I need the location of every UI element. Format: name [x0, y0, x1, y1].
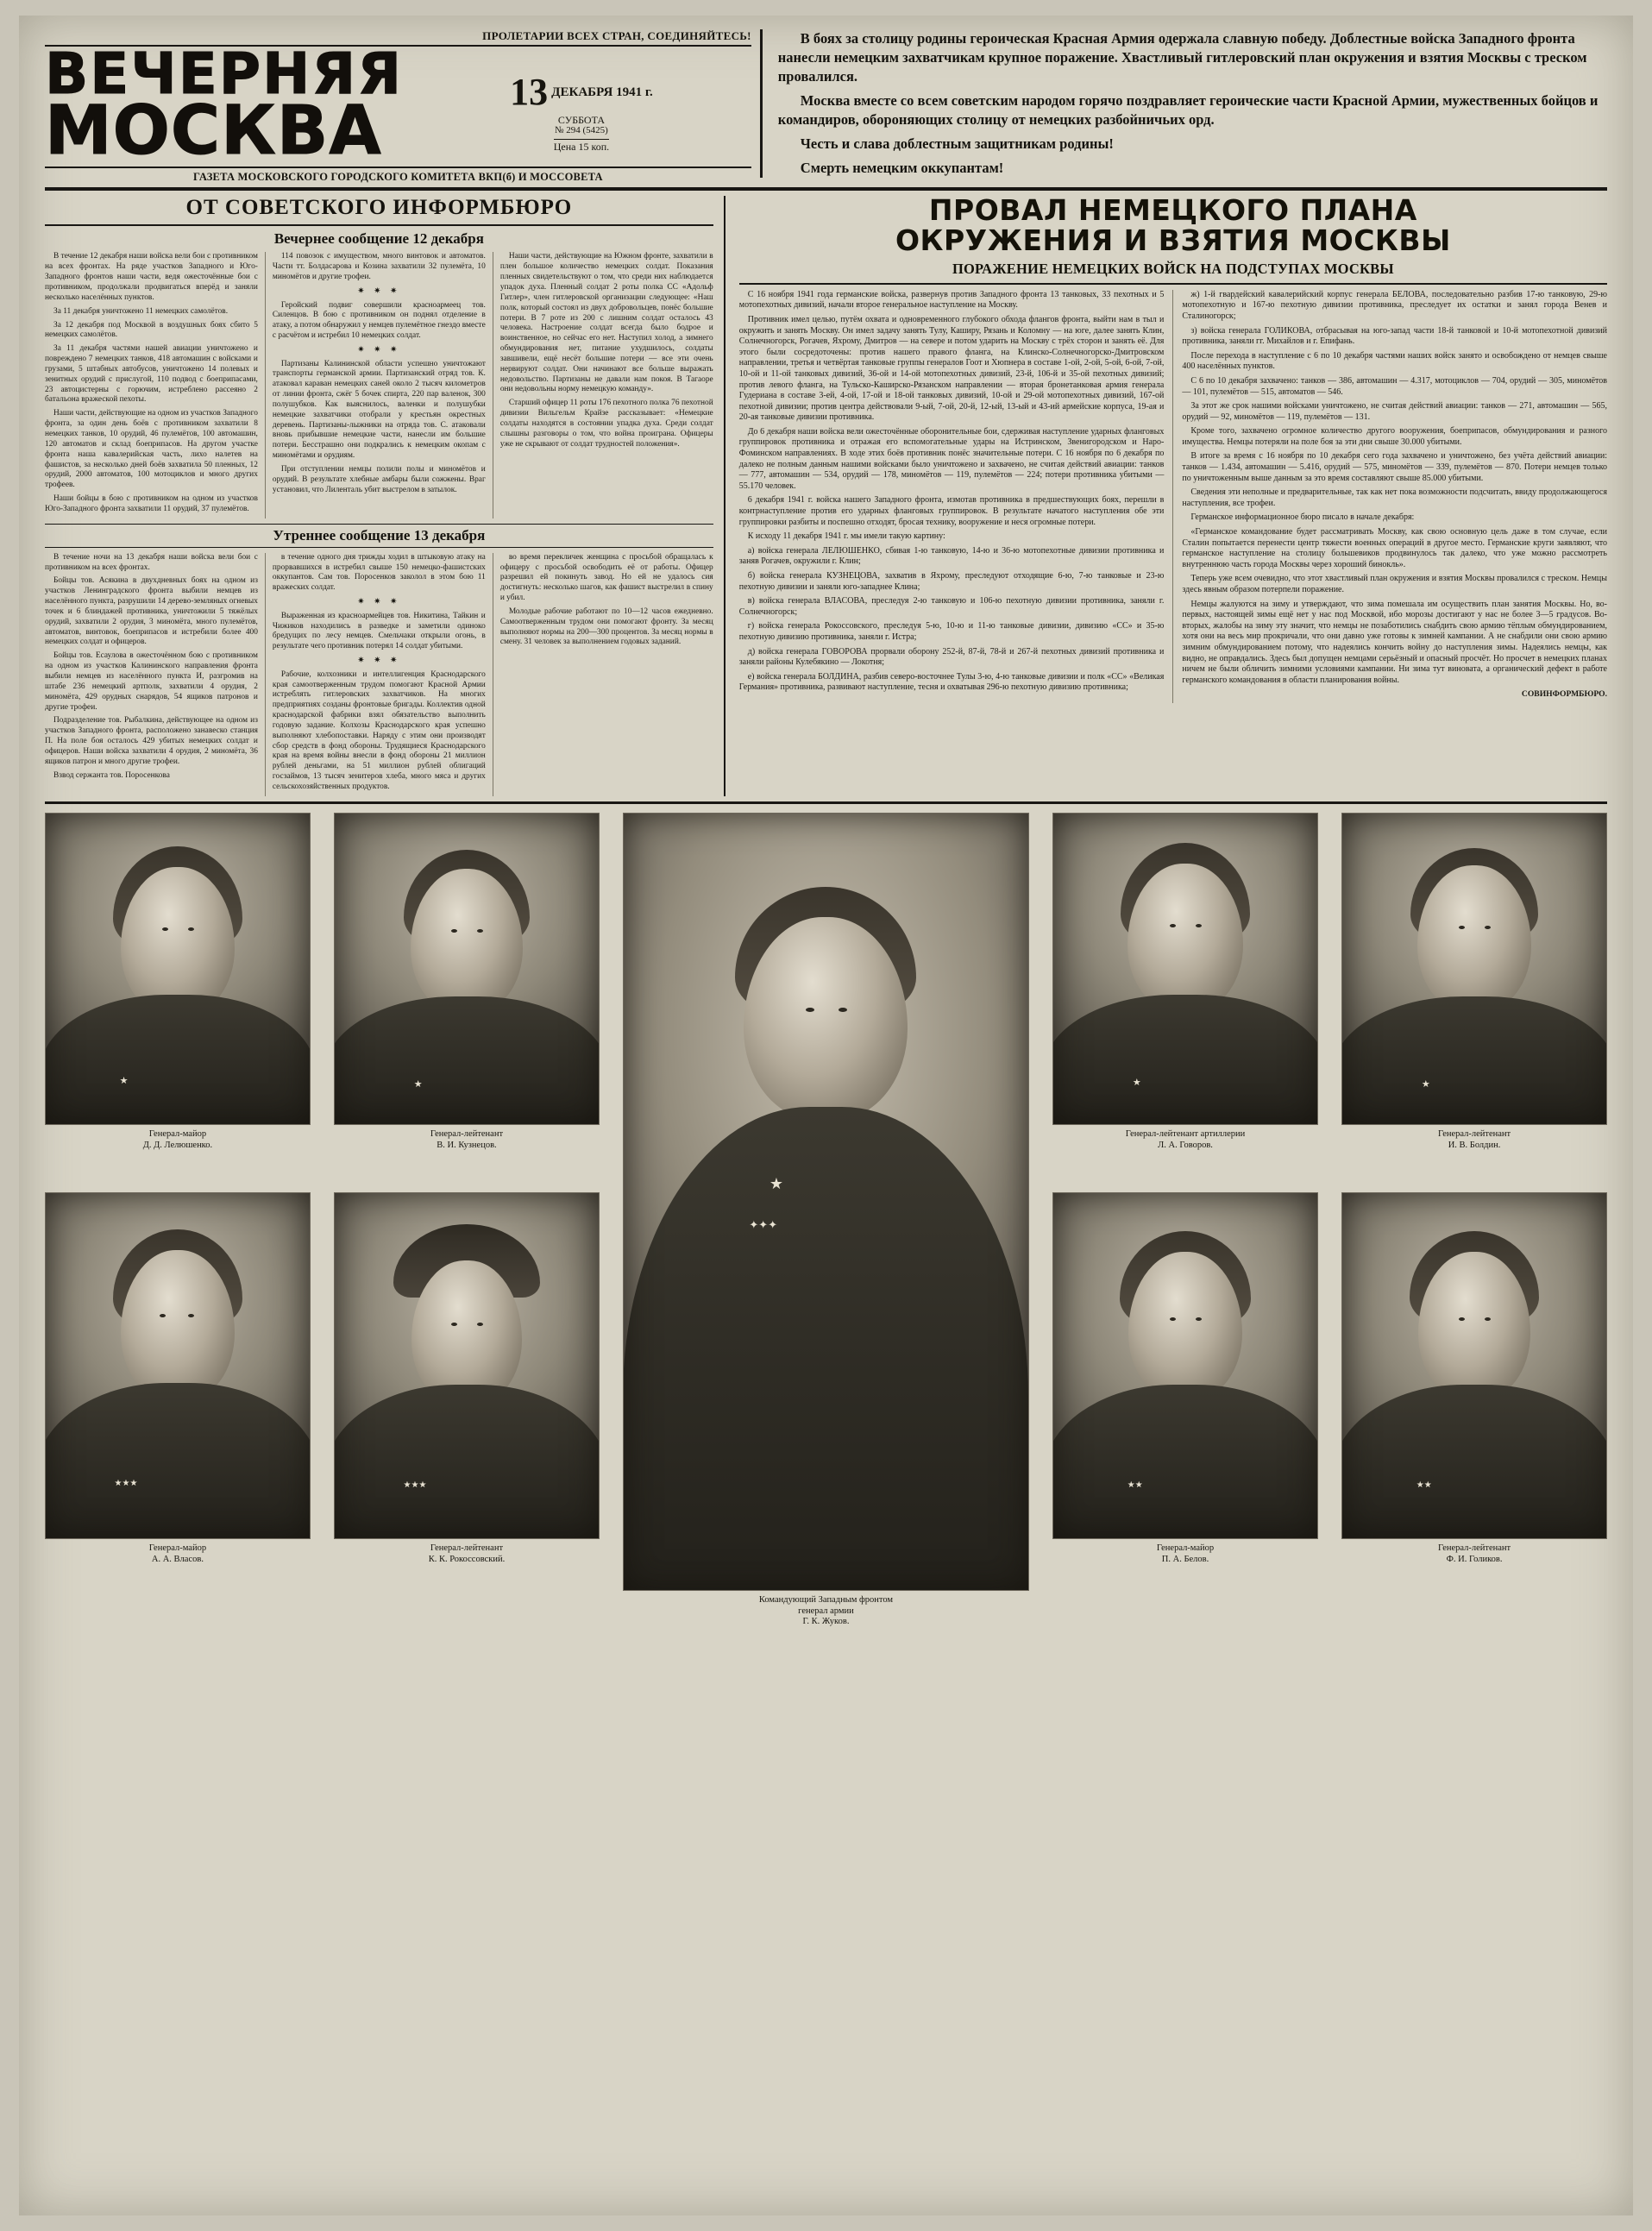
- issue-number: № 294 (5425): [555, 125, 608, 136]
- photo-caption: [334, 1543, 600, 1566]
- photo-block-belov: [1052, 1192, 1318, 1566]
- paragraph: За этот же срок нашими войсками уничтожено, не считая действий авиации: танков — 271, автомашин — 565, орудий — 92, миномётов — 119, пулемётов — 131.: [1182, 401, 1607, 422]
- paragraph: б) войска генерала КУЗНЕЦОВА, захватив в Яхрому, преследуют отходящие 6-ю, 7-ю танковые и 23-ю пехотную дивизии и заняли юго-западнее Клина;: [738, 571, 1165, 592]
- paragraph: а) войска генерала ЛЕЛЮШЕНКО, сбивая 1-ю танковую, 14-ю и 36-ю мотопехотные дивизии противника и заняв Рогачев, окружили г. Клин;: [738, 545, 1165, 567]
- photo-block-govorov: [1052, 813, 1318, 1152]
- issue-day: 13: [510, 71, 549, 114]
- caption-name: И. В. Болдин.: [1448, 1140, 1501, 1150]
- photo-block-kuznetsov: [334, 813, 600, 1152]
- newspaper-title-line1: ВЕЧЕРНЯЯ: [45, 41, 404, 107]
- photo-caption: [1052, 1129, 1318, 1152]
- portrait-photo: ★★: [1052, 1192, 1318, 1539]
- newspaper-title-line2: МОСКВА: [45, 91, 382, 170]
- main-headline-line1: ПРОВАЛ НЕМЕЦКОГО ПЛАНА: [928, 193, 1417, 228]
- main-article-col-2: [1182, 290, 1607, 701]
- ornament-stars: ✷ ✷ ✷: [357, 597, 401, 607]
- paragraph: После перехода в наступление с 6 по 10 декабря частями наших войск занято и освобождено от немцев свыше 400 населённых пунктов.: [1182, 350, 1607, 372]
- caption-rank: Генерал-майор: [148, 1128, 207, 1139]
- article-signature: СОВИНФОРМБЮРО.: [1521, 689, 1607, 700]
- caption-name: Ф. И. Голиков.: [1446, 1554, 1503, 1564]
- photo-caption: [45, 1129, 311, 1152]
- paragraph: Геройский подвиг совершили красноармеец тов. Силенцов. В бою с противником он поднял отделение в атаку, а потом обнаружил у немцев пулемётное гнездо вместе с расчётом и истребил 10 немецких солдат.: [272, 300, 486, 341]
- masthead-lead: [760, 29, 1607, 178]
- caption-rank: Генерал-лейтенант: [430, 1128, 504, 1139]
- paragraph: ж) 1-й гвардейский кавалерийский корпус генерала БЕЛОВА, последовательно разбив 17-ю танковую, 29-ю мотопехотную и 167-ю пехотную дивизии противника, преследует их остатки и занял города Венев и Сталиногорск;: [1182, 289, 1607, 321]
- photo-block-boldin: [1341, 813, 1607, 1152]
- caption-name: Л. А. Говоров.: [1158, 1140, 1213, 1150]
- paragraph: 6 декабря 1941 г. войска нашего Западного фронта, измотав противника в предшествующих боях, перешли в контрнаступление против его ударных фланговых группировок. В результате начатого наступления обе эти группировки разбиты и поспешно отходят, бросая технику, вооружение и неся огромные потери.: [738, 495, 1165, 527]
- evening-col-3: [500, 252, 713, 449]
- paragraph: В течение ночи на 13 декабря наши войска вели бои с противником на всех фронтах.: [45, 552, 258, 572]
- paragraph: Бойцы тов. Есаулова в ожесточённом бою с противником на одном из участков Калининского направления фронта выбили немцев из населённого пункта И, разгромив на штабе 236 немецкий артполк, захватили 4 орудия, 2 миномёта, 429 орудных снарядов, 54 ящиков патронов и другие трофеи.: [45, 651, 258, 712]
- paragraph: д) войска генерала ГОВОРОВА прорвали оборону 252-й, 87-й, 78-й и 267-й пехотных дивизий противника и заняли районы Кулебякино — Локотня;: [738, 646, 1165, 668]
- lead-paragraph-3: Честь и слава доблестным защитникам родины!: [800, 135, 1114, 152]
- issue-weekday: СУББОТА: [557, 113, 605, 126]
- ornament-stars: ✷ ✷ ✷: [357, 656, 401, 666]
- paragraph: Рабочие, колхозники и интеллигенция Краснодарского края самоотверженным трудом помогают Красной Армии истреблять гитлеровских захватчиков. На многих предприятиях созданы фронтовые бригады. Коллектив одной краснодарской фабрики взял обязательство выполнить годовую задание. Колхозы Краснодарского края успешно выполняют хлебопоставки. Наряду с этим они производят сбор средств в фонд обороны. Трудящиеся Краснодарского края на время войны внесли в фонд обороны 21 миллион рублей деньгами, на 51 миллион рублей облигаций госзаймов, 13 тысяч зенитеров хлеба, много мяса и других сельскохозяйственных продуктов.: [272, 669, 486, 791]
- evening-col-2: [273, 252, 486, 495]
- photo-block-vlasov: [45, 1192, 311, 1566]
- paragraph: В итоге за время с 16 ноября по 10 декабря сего года захвачено и уничтожено, без учёта действий авиации: танков — 1.434, автомашин — 5.416, орудий — 575, миномётов — 339, пулемётов — 870. Потери немцев только по уничтоженным выше данным за это время составляют свыше 85.000 убитыми.: [1182, 451, 1607, 483]
- ornament-stars: ✷ ✷ ✷: [357, 344, 401, 355]
- paragraph: Взвод сержанта тов. Поросенкова: [53, 770, 170, 780]
- portrait-photo: ★: [1341, 813, 1607, 1125]
- paragraph: «Германское командование будет рассматривать Москву, как свою основную цель даже в том случае, если Сталин попытается перенести центр тяжести военных операций в другое место. Германские круги заявляют, что германское наступление на столицу большевиков продвинулось так далеко, что уже можно рассмотреть внутреннюю часть города Москвы через хороший бинокль».: [1182, 527, 1607, 569]
- paragraph: Партизаны Калининской области успешно уничтожают транспорты германской армии. Партизанский отряд тов. К. атаковал караван немецких саней около 2 тысяч километров от линии фронта, сжёг 5 бочек спирта, 220 пар валенок, 300 полушубков. Как выяснилось, валенки и полушубки немецкие захватчики отобрали у крестьян окрестных деревень. Партизаны-лыжники на отряда тов. С. атаковали вновь прибывшие немецкие части, нанесли им большие потери. Бесстрашно они подкрались к немецким окопам с миномётами и орудиям.: [272, 359, 486, 461]
- paragraph: Выраженная из красноармейцев тов. Никитина, Тайкин и Чижиков находились в разведке и заметили одиноко бредущих по лесу немцев. Смельчаки открыли огонь, в результате чего противник потерял 14 солдат убитыми.: [272, 611, 486, 651]
- masthead-publisher: ГАЗЕТА МОСКОВСКОГО ГОРОДСКОГО КОМИТЕТА ВКП(б) И МОССОВЕТА: [45, 167, 751, 184]
- newspaper-sheet: [19, 16, 1633, 2215]
- photo-block-rokossovsky: [334, 1192, 600, 1566]
- issue-month-year: ДЕКАБРЯ 1941 г.: [551, 85, 653, 99]
- paragraph: За 12 декабря под Москвой в воздушных боях сбито 5 немецких самолётов.: [45, 320, 258, 340]
- portrait-photo: ★★: [1341, 1192, 1607, 1539]
- caption-name: Д. Д. Лелюшенко.: [142, 1140, 213, 1150]
- caption-rank: Генерал-майор: [148, 1543, 207, 1554]
- paragraph: Наши части, действующие на одном из участков Западного фронта, за один день боёв с противником захватили 8 немецких танков, 10 орудий, 46 пулемётов, 100 автомашин, 120 автоматов и склад боеприпасов. На другом участке фронта наша кавалерийская часть, лихо налетев на фашистов, за несколько дней боёв захватила 50 пленных, 12 орудий, 2000 автоматов, 100 мотоциклов и много других трофеев.: [45, 409, 258, 490]
- paragraph: з) войска генерала ГОЛИКОВА, отбрасывая на юго-запад части 18-й танковой и 10-й мотопехотной дивизий противника, заняли гг. Михайлов и г. Епифань.: [1182, 325, 1607, 347]
- photo-gallery: [45, 813, 1607, 1627]
- photo-caption: [1341, 1543, 1607, 1566]
- paragraph: До 6 декабря наши войска вели ожесточённые оборонительные бои, сдерживая наступление ударных фланговых группировок противника и отражая его вспомогательные удары на Истринском, Звенигородском и Наро-Фоминском направлениях. В ходе этих боёв противник понёс значительные потери. С 16 ноября по 6 декабря по далеко не полным данным нашими войсками было уничтожено и захвачено, не считая действий авиации: танков — 777, автомашин — 534, орудий — 178, миномётов — 119, пулемётов — 224; потери противника убитыми — 55.170 человек.: [738, 426, 1165, 491]
- portrait-photo: ★★★: [334, 1192, 600, 1539]
- paragraph: При отступлении немцы полили полы и миномётов и орудий. В результате хлебные амбары были сожжены. Враг установил, что Лиленталь убит выстрелом в затылок.: [272, 465, 486, 494]
- paragraph: За 11 декабря уничтожено 11 немецких самолётов.: [53, 306, 229, 316]
- evening-col-1: [45, 252, 258, 514]
- paragraph: Наши части, действующие на Южном фронте, захватили в плен большое количество немецких солдат. Показания пленных свидетельствуют о том, что среди них наблюдается упадок духа. Пленный солдат 2 роты полка СС «Адольф Гитлер», член гитлеровской организации следующее: «Наш полк, который состоял из двух добровольцев, понёс большие потери. В 7 роте из 200 с лишним солдат осталось 43 человека. Настроение солдат всегда было бодрое и воинственное, но сейчас его нет. Наступил холод, а зимнего обмундирования нет, питание ухудшилось, солдаты завшивели, ещё несёт большие потери — все эти очень нервируют солдат. Они начинают все больше выражать недовольство. Партизаны не давали нам покоя. В Тагаоре они недовольны норму немецкую команду».: [499, 252, 713, 394]
- caption-name: П. А. Белов.: [1161, 1554, 1209, 1564]
- caption-name: А. А. Власов.: [151, 1554, 204, 1564]
- paragraph: Теперь уже всем очевидно, что этот хвастливый план окружения и взятия Москвы провалился с треском. Немцы здесь явным образом потерпели поражение.: [1182, 574, 1607, 594]
- morning-col-1: [45, 553, 258, 782]
- paragraph: Сведения эти неполные и предварительные, так как нет пока возможности подсчитать, ввиду продолжающегося наступления, все трофеи.: [1182, 487, 1607, 508]
- paragraph: в) войска генерала ВЛАСОВА, преследуя 2-ю танковую и 106-ю пехотную дивизии противника, заняли г. Солнечногорск;: [738, 596, 1165, 617]
- sovinformburo-column: [45, 196, 725, 795]
- photo-block-zhukov: [623, 813, 1029, 1628]
- photo-block-lelyushenko: [45, 813, 311, 1152]
- paragraph: Наши бойцы в бою с противником на одном из участков Юго-Западного фронта захватили 11 орудий, 37 пулемётов.: [45, 494, 258, 513]
- morning-report-header: Утреннее сообщение 13 декабря: [273, 526, 486, 544]
- photo-caption: [1052, 1543, 1318, 1566]
- sovinformburo-title: ОТ СОВЕТСКОГО ИНФОРМБЮРО: [45, 196, 713, 226]
- paragraph: К исходу 11 декабря 1941 г. мы имели такую картину:: [747, 531, 945, 542]
- paragraph: в течение одного дня трижды ходил в штыковую атаку на прорвавшихся в истребил свыше 150 немецко-фашистских оккупантов. Сам тов. Поросенков заколол в этом бою 11 вражеских солдат.: [272, 552, 486, 593]
- newspaper-title: [45, 41, 404, 170]
- paragraph: во время перекличек женщина с просьбой обращалась к офицеру с просьбой освободить её от работы. Офицер разрешил ей покинуть завод. Но ей не удалось сия достигнуть: несколько шагов, как фашист выстрелил в спину и убил.: [499, 552, 713, 603]
- paragraph: В течение 12 декабря наши войска вели бои с противником на всех фронтах. На ряде участков Западного и Юго-Западного фронтов наши части, ведя ожесточённые бои с противником, продолжали продвигаться вперёд и заняли несколько населённых пунктов.: [45, 252, 258, 302]
- caption-rank: Генерал-лейтенант артиллерии: [1125, 1128, 1246, 1139]
- caption-name: К. К. Рокоссовский.: [428, 1554, 506, 1564]
- paragraph: е) войска генерала БОЛДИНА, разбив северо-восточнее Тулы 3-ю, 4-ю танковые дивизии и полк «СС» «Великая Германия» противника, развивают наступление, тесня и охватывая 296-ю пехотную дивизию противника;: [738, 671, 1165, 693]
- masthead: [45, 29, 1607, 191]
- article-body: [45, 193, 1607, 803]
- morning-col-2: [273, 553, 486, 793]
- main-article-column: [725, 193, 1607, 795]
- portrait-photo-main: ★ ✦✦✦: [623, 813, 1029, 1591]
- paragraph: С 6 по 10 декабря захвачено: танков — 386, автомашин — 4.317, мотоциклов — 704, орудий — 305, миномётов — 101, пулемётов — 515, автоматов — 546.: [1182, 375, 1607, 397]
- masthead-slogan: ПРОЛЕТАРИИ ВСЕХ СТРАН, СОЕДИНЯЙТЕСЬ!: [45, 29, 751, 47]
- paragraph: С 16 ноября 1941 года германские войска, развернув против Западного фронта 13 танковых, 33 пехотных и 5 мотопехотных дивизий, начали второе генеральное наступление на Москву.: [738, 289, 1165, 311]
- main-headline-line2: ОКРУЖЕНИЯ И ВЗЯТИЯ МОСКВЫ: [895, 223, 1451, 258]
- photo-block-golikov: [1341, 1192, 1607, 1566]
- lead-paragraph-1: В боях за столицу родины героическая Красная Армия одержала славную победу. Доблестные войска Западного фронта нанесли немецким захватчикам крупное поражение. Хвастливый гитлеровский план окружения и взятия Москвы с треском провалился.: [777, 30, 1587, 85]
- paragraph: 114 повозок с имуществом, много винтовок и автоматов. Части тт. Болдасарова и Козина захватили 32 пулемёта, 10 миномётов и другие трофеи.: [272, 252, 486, 282]
- portrait-photo: ★★★: [45, 1192, 311, 1539]
- caption-rank: Генерал-лейтенант: [1437, 1128, 1511, 1139]
- paragraph: г) войска генерала Рокоссовского, преследуя 5-ю, 10-ю и 11-ю танковые дивизии, дивизию «СС» и 35-ю пехотную дивизию противника, заняли г. Истра;: [738, 621, 1165, 642]
- portrait-photo: ★: [45, 813, 311, 1125]
- paragraph: За 11 декабря частями нашей авиации уничтожено и повреждено 7 немецких танков, 418 автомашин с войсками и грузами, 5 штабных автобусов, уничтожено 14 полевых и зенитных орудий с прислугой, 110 подвод с боеприпасами, 23 автоцистерны с горючим, истреблено рассеяно 2 батальона вражеской пехоты.: [45, 344, 258, 405]
- caption-name: В. И. Кузнецов.: [437, 1140, 497, 1150]
- issue-price: Цена 15 коп.: [553, 140, 610, 153]
- masthead-dateblock: [411, 72, 751, 154]
- caption-role: Командующий Западным фронтом: [758, 1594, 894, 1605]
- evening-report-header: Вечернее сообщение 12 декабря: [273, 230, 484, 248]
- photo-caption-main: [623, 1595, 1029, 1628]
- paragraph: Старший офицер 11 роты 176 пехотного полка 76 пехотной дивизии Вильгельм Крайзе рассказывает: «Немецкие солдаты находятся в состоянии упадка духа. Среди солдат слышны разговоры о том, что война проиграна. Офицеры уже не скрывают от солдат трудностей положения».: [499, 399, 713, 449]
- caption-rank: генерал армии: [798, 1606, 854, 1616]
- ornament-stars: ✷ ✷ ✷: [357, 286, 401, 296]
- portrait-photo: ★: [1052, 813, 1318, 1125]
- paragraph: Бойцы тов. Асякина в двухдневных боях на одном из участков Ленинградского фронта выбили немцев из населённого пункта, разрушили 14 дерево-земляных огневых точек и 6 блиндажей противника, уничтожили 5 тяжёлых орудий, захватили 2 орудия, 3 миномёта, много пулемётов, автоматов, винтовок, боеприпасов и истребили более 400 немецких солдат и офицеров.: [45, 576, 258, 647]
- caption-rank: Генерал-лейтенант: [1437, 1543, 1511, 1554]
- caption-rank: Генерал-майор: [1156, 1543, 1215, 1554]
- paragraph: Германское информационное бюро писало в начале декабря:: [1190, 512, 1415, 523]
- morning-col-3: [500, 553, 713, 649]
- caption-name: Г. К. Жуков.: [802, 1617, 850, 1627]
- paragraph: Молодые рабочие работают по 10—12 часов ежедневно. Самоотверженным трудом они помогают фронту. За месяц выполняют нормы на 200—300 процентов. За месяц нормы в смену. 31 человек за выполнением годовых заданий.: [499, 606, 713, 647]
- morning-report-rule: [45, 524, 713, 548]
- main-subheadline: ПОРАЖЕНИЕ НЕМЕЦКИХ ВОЙСК НА ПОДСТУПАХ МОСКВЫ: [739, 261, 1607, 285]
- paragraph: Немцы жалуются на зиму и утверждают, что зима помешала им осуществить план занятия Москвы. Но, во-первых, настоящей зимы ещё нет у нас под Москвой, ибо морозы достигают у нас не более 3—5 градусов. Во-вторых, жалобы на зиму эту значит, что немцы не позаботились снабдить свою армию тёплым обмундированием, хотя они на весь мир прокричали, что они давно уже готовы к зимней кампании. А не снабдили они свою армию зимним обмундированием потому, что надеялись кончить войну до наступления зимы. Надеялись немцы, как видно, не оправдались. Здесь был допущен немцами серьёзный и опасный просчёт. Но просчет в немецких планах ничем не были обличить зимними условиями кампании. Ни зима тут виновата, а органический дефект в работе германского командования в области планирования войны.: [1182, 599, 1607, 685]
- masthead-left: [45, 29, 760, 184]
- lead-paragraph-2: Москва вместе со всем советским народом горячо поздравляет героические части Красной Армии, мужественных бойцов и командиров, обороняющих столицу от немецких разбойничьих орд.: [777, 91, 1599, 128]
- lead-paragraph-4: Смерть немецким оккупантам!: [800, 159, 1004, 176]
- photo-caption: [45, 1543, 311, 1566]
- paragraph: Кроме того, захвачено огромное количество другого вооружения, боеприпасов, обмундирования и разного имущества. Немцы потеряли на поле боя за эти дни свыше 30.000 убитыми.: [1182, 426, 1607, 447]
- masthead-title-wrap: [45, 41, 751, 170]
- paragraph: Противник имел целью, путём охвата и одновременного глубокого обхода флангов фронта, выйти нам в тыл и окружить и занять Москву. Он имел задачу занять Тулу, Каширу, Рязань и Коломну — на юге, далее занять Клин, Солнечногорск, Рогачев, Яхрому, Дмитров — на севере и потом ударить на Москву с трёх сторон и занять её. Для этого были сосредоточены: против нашего правого фланга, на Клинско-Солнечногорско-Дмитровском направлении, третья и четвёртая танковые группы генералов Гоот и Хюпнера в составе 1-ой, 2-ой, 5-ой, 6-ой, 7-ой, 10-ой и 11-ой танковых дивизий, 36-ой и 14-ой мотопехотных дивизий, 23-й, 106-й и 35-ой пехотных дивизий; против левого фланга, на Тульско-Каширско-Рязанском направлении — вторая бронетанковая армия генерала Гудериана в составе 3-ей, 4-ой, 17-ой и 18-ой танковых дивизий, 10-ой и 29-ой мотопехотных дивизий, 167-ой пехотной дивизии; против центра действовали 9-ый, 7-ой, 20-й, 12-ый, 13-ый и 43-ий армейские корпуса, 19-ая и 20-ая танковые дивизии противника.: [738, 314, 1165, 423]
- photo-caption: [1341, 1129, 1607, 1152]
- caption-rank: Генерал-лейтенант: [430, 1543, 504, 1554]
- paragraph: Подразделение тов. Рыбалкина, действующее на одном из участков Западного фронта, расположено занавеско станция П. На поле боя осталось 429 убитых немецких солдат и офицеров. Наши войска захватили 4 орудия, 2 миномёта, 36 ящиков патрон и много другие трофеи.: [45, 716, 258, 766]
- main-article-col-1: [739, 290, 1165, 694]
- photo-caption: [334, 1129, 600, 1152]
- portrait-photo: ★: [334, 813, 600, 1125]
